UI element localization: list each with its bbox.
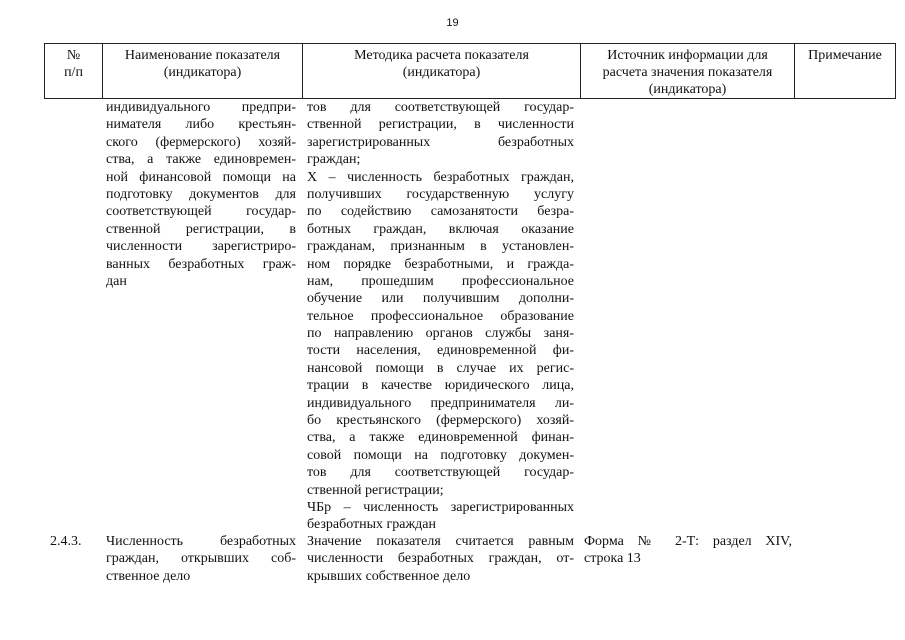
text-line: ства, а также единовременной финан- (307, 430, 574, 446)
header-source (580, 44, 794, 98)
text-line: тов для соответствующей государ- (307, 465, 574, 481)
text-line: X – численность безработных граждан, (307, 169, 574, 185)
row-method-cell (307, 533, 574, 585)
text-line: Форма № 2-Т: раздел XIV, (584, 534, 792, 549)
header-num (44, 44, 102, 98)
header-method (302, 44, 580, 98)
text-line: соответствующей государ- (106, 204, 296, 220)
text-line: ственное дело (106, 568, 191, 584)
text-line: обучение или получившим дополни- (307, 291, 574, 307)
text-line: нам, прошедшим профессиональное (307, 273, 574, 289)
text-line: нансовой помощи в случае их регис- (307, 360, 574, 376)
header-source-line: (индикатора) (648, 82, 727, 97)
text-line: зарегистрированных безработных (307, 134, 574, 150)
row-number (50, 533, 102, 550)
text-line: индивидуального предпринимателя ли- (307, 395, 574, 411)
text-line: ной финансовой помощи на (106, 169, 296, 185)
text-line: ства, а также единовремен- (106, 152, 296, 168)
text-line: численности безработных граждан, от- (307, 551, 574, 567)
text-line: граждан, открывших соб- (106, 551, 296, 567)
header-num-line: п/п (64, 65, 83, 80)
text-line: нимателя либо крестьян- (106, 117, 296, 133)
text-line: ственной регистрации, в (106, 221, 296, 237)
header-note-line: Примечание (808, 48, 882, 63)
continuation-method-cell (307, 99, 574, 534)
continuation-name-cell (106, 99, 296, 290)
text-line: тости населения, единовременной фи- (307, 343, 574, 359)
text-line: тов для соответствующей государ- (307, 100, 574, 115)
text-line: ственной регистрации; (307, 482, 444, 498)
header-num-line: № (66, 48, 81, 63)
text-line: ственной регистрации, в численности (307, 117, 574, 133)
header-source-line: Источник информации для (607, 48, 768, 63)
row-number-text: 2.4.3. (50, 534, 82, 549)
row-name-cell (106, 533, 296, 585)
table-header (44, 43, 896, 99)
text-line: ЧБр – численность зарегистрированных (307, 499, 574, 515)
text-line: Численность безработных (106, 534, 296, 549)
text-line: Значение показателя считается равным (307, 534, 574, 549)
text-line: по содействию самозанятости безра- (307, 204, 574, 220)
text-line: ном порядке безработными, и гражда- (307, 256, 574, 272)
text-line: ботных граждан, включая оказание (307, 221, 574, 237)
text-line: крывших собственное дело (307, 568, 471, 584)
text-line: по направлению органов службы заня- (307, 326, 574, 342)
text-line: тельное профессиональное образование (307, 308, 574, 324)
text-line: бо крестьянского (фермерского) хозяй- (307, 413, 574, 429)
header-name-line: Наименование показателя (124, 48, 281, 63)
text-line: трации в качестве юридического лица, (307, 378, 574, 394)
text-line: численности зарегистриро- (106, 239, 296, 255)
header-source-line: расчета значения показателя (602, 65, 773, 80)
text-line: ванных безработных граж- (106, 256, 296, 272)
text-line: безработных граждан (307, 517, 436, 533)
text-line: совой помощи на подготовку докумен- (307, 447, 574, 463)
row-source-cell (584, 533, 792, 568)
header-method-line: (индикатора) (402, 65, 481, 80)
text-line: гражданам, признанным в установлен- (307, 239, 574, 255)
text-line: граждан; (307, 152, 361, 168)
header-name-line: (индикатора) (163, 65, 242, 80)
text-line: индивидуального предпри- (106, 100, 296, 115)
header-note (794, 44, 896, 98)
text-line: ского (фермерского) хозяй- (106, 134, 296, 150)
text-line: получивших государственную услугу (307, 186, 574, 202)
text-line: строка 13 (584, 551, 641, 567)
text-line: подготовку документов для (106, 186, 296, 202)
page-number: 19 (446, 17, 459, 29)
text-line: дан (106, 273, 127, 289)
header-name (102, 44, 302, 98)
header-method-line: Методика расчета показателя (354, 48, 529, 63)
